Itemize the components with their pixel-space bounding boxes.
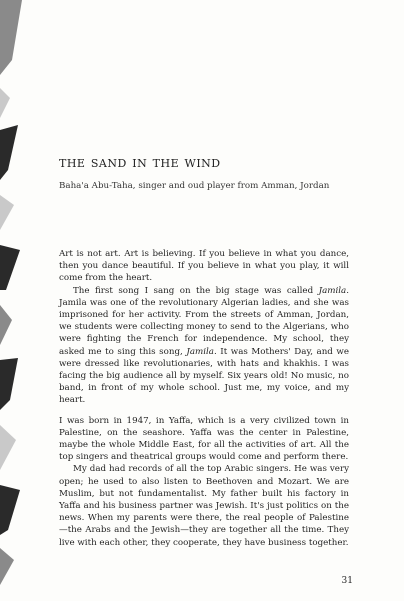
decorative-margin-band — [0, 0, 24, 601]
band-shape — [0, 88, 10, 118]
chapter-title: the sand in the wind — [59, 153, 221, 171]
text-run: . Jamila was one of the revolutionary Algerian ladies, and she was imprisoned for her activity. From the streets of Amman, Jordan, we students were collecting money to send to the Algerians, who were fighting the French for independence. My school, they asked me to sing this song, — [59, 285, 349, 357]
page-number: 31 — [341, 576, 353, 586]
italic-song-title: Jamila — [318, 285, 347, 296]
chapter-byline: Baha'a Abu-Taha, singer and oud player from Amman, Jordan — [59, 181, 330, 191]
text-run: My dad had records of all the top Arabic singers. He was very open; he used to also listen to Beethoven and Mozart. We are Muslim, but not fundamentalist. My father built his factory in Yaffa and his business partner was Jewish. It's just politics on the news. When my parents were there, the real people of Palestine—the Arabs and the Jewish—they are together all the time. They live with each other, they cooperate, they have business together. — [59, 464, 349, 548]
band-shape — [0, 358, 18, 410]
paragraph — [59, 285, 349, 407]
band-shape — [0, 125, 18, 180]
text-run: The first song I sang on the big stage was called — [73, 285, 319, 296]
paragraph — [59, 415, 349, 464]
paragraph — [59, 248, 349, 285]
band-shape — [0, 305, 12, 345]
band-shape — [0, 548, 14, 585]
text-run: . It was Mothers' Day, and we were dressed like revolutionaries, with hats and khakhis. I was facing the big audience all by myself. Six years old! No music, no band, in front of my whole school. Just me, my voice, and my heart. — [59, 346, 349, 406]
band-shape — [0, 425, 16, 470]
band-shape — [0, 485, 20, 535]
italic-song-title: Jamila — [186, 346, 214, 357]
text-run: Art is not art. Art is believing. If you believe in what you dance, then you dance beautiful. If you believe in what you play, it will come from the heart. — [59, 249, 349, 284]
band-shape — [0, 245, 20, 290]
band-shape — [0, 195, 14, 230]
band-shape — [0, 0, 22, 75]
text-run: I was born in 1947, in Yaffa, which is a very civilized town in Palestine, on the seashore. Yaffa was the center in Palestine, maybe the whole Middle East, for all the activities of art. All the top singers and theatrical groups would come and perform there. — [59, 415, 349, 463]
paragraph — [59, 463, 349, 548]
body-text — [59, 248, 349, 549]
